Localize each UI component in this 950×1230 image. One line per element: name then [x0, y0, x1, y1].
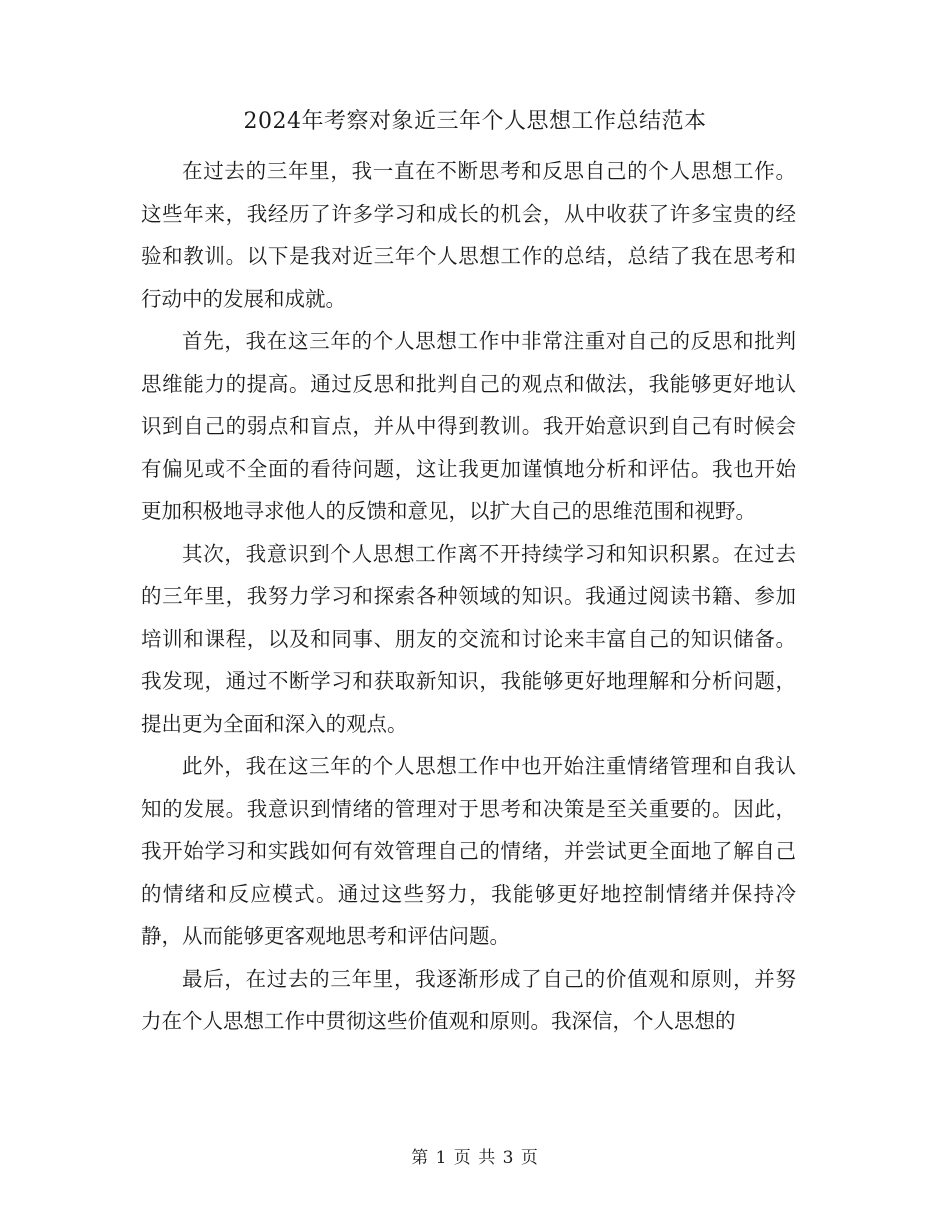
page-number-footer: 第 1 页 共 3 页	[411, 1148, 539, 1168]
document-body	[141, 150, 796, 1043]
document-title: 2024年考察对象近三年个人思想工作总结范本	[243, 109, 707, 134]
paragraph-1: 在过去的三年里，我一直在不断思考和反思自己的个人思想工作。这些年来，我经历了许多学习和成长的机会，从中收获了许多宝贵的经验和教训。以下是我对近三年个人思想工作的总结，总结了我在思考和行动中的发展和成就。	[141, 159, 796, 311]
paragraph-3: 其次，我意识到个人思想工作离不开持续学习和知识积累。在过去的三年里，我努力学习和探索各种领域的知识。我通过阅读书籍、参加培训和课程，以及和同事、朋友的交流和讨论来丰富自己的知识储备。我发现，通过不断学习和获取新知识，我能够更好地理解和分析问题，提出更为全面和深入的观点。	[141, 541, 796, 736]
paragraph-5: 最后，在过去的三年里，我逐渐形成了自己的价值观和原则，并努力在个人思想工作中贯彻这些价值观和原则。我深信，个人思想的	[141, 966, 796, 1033]
paragraph-2: 首先，我在这三年的个人思想工作中非常注重对自己的反思和批判思维能力的提高。通过反思和批判自己的观点和做法，我能够更好地认识到自己的弱点和盲点，并从中得到教训。我开始意识到自己有时候会有偏见或不全面的看待问题，这让我更加谨慎地分析和评估。我也开始更加积极地寻求他人的反馈和意见，以扩大自己的思维范围和视野。	[141, 329, 796, 523]
paragraph-4: 此外，我在这三年的个人思想工作中也开始注重情绪管理和自我认知的发展。我意识到情绪的管理对于思考和决策是至关重要的。因此，我开始学习和实践如何有效管理自己的情绪，并尝试更全面地了解自己的情绪和反应模式。通过这些努力，我能够更好地控制情绪并保持冷静，从而能够更客观地思考和评估问题。	[141, 754, 796, 948]
